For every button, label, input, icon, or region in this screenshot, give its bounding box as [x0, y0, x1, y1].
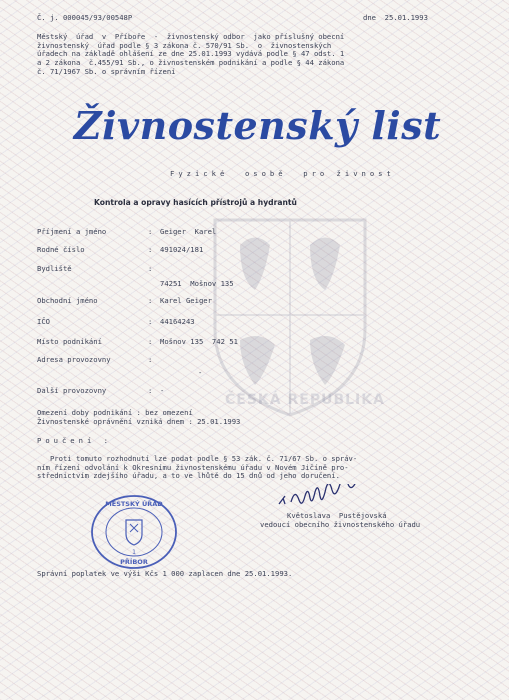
field-value: Geiger Karel: [160, 227, 217, 236]
field-value: 491024/181: [160, 245, 204, 254]
handwritten-signature: [275, 484, 375, 512]
field-value: -: [198, 368, 203, 377]
field-colon: :: [148, 296, 153, 305]
watermark-text: ČESKÁ REPUBLIKA: [225, 392, 385, 408]
field-colon: :: [148, 337, 153, 346]
field-value: 74251 Mošnov 135: [160, 279, 234, 288]
intro-paragraph: [37, 33, 344, 77]
intro-line: Městský úřad v Příboře - živnostenský odbor jako příslušný obecní: [37, 32, 345, 41]
stamp-number: 1: [132, 549, 136, 556]
stamp-top-text: MĚSTSKÝ ÚŘAD: [105, 500, 163, 508]
notice-line: střednictvím zdejšího úřadu, a to ve lhůtě do 15 dnů od jeho doručení.: [37, 471, 340, 481]
field-colon: :: [148, 245, 153, 254]
license-valid-from: Živnostenské oprávnění vzniká dnem : 25.01.1993: [37, 417, 241, 426]
intro-line: č. 71/1967 Sb. o správním řízení: [37, 66, 176, 76]
field-label: Příjmení a jméno: [37, 227, 107, 236]
document-subtitle: Fyzické osobě pro živnost: [170, 169, 395, 178]
field-label: Obchodní jméno: [37, 296, 98, 305]
field-value: 44164243: [160, 317, 195, 326]
field-label: Adresa provozovny: [37, 355, 111, 364]
field-label: Rodné číslo: [37, 245, 85, 254]
notice-heading: Poučení :: [37, 436, 112, 445]
intro-line: úřadech na základě ohlášení ze dne 25.01.1993 vydává podle § 47 odst. 1: [37, 49, 345, 59]
notice-line: Proti tomuto rozhodnutí lze podat podle § 53 zák. č. 71/67 Sb. o správ-: [37, 454, 358, 463]
field-colon: :: [148, 355, 153, 364]
field-value: -: [160, 386, 165, 395]
field-label: IČO: [37, 317, 50, 326]
intro-line: živnostenský úřad podle § 3 zákona č. 570/91 Sb. o živnostenských: [37, 40, 332, 50]
signatory-name: Květoslava Pustějovská: [287, 511, 387, 520]
field-label: Bydliště: [37, 264, 72, 273]
document-title: Živnostenský list: [73, 103, 442, 148]
field-label: Další provozovny: [37, 386, 107, 395]
issue-date: dne 25.01.1993: [363, 13, 428, 22]
reference-number: Č. j. 000045/93/00548P: [37, 13, 133, 22]
field-value: Mošnov 135 742 51: [160, 337, 238, 346]
business-duration-limit: Omezení doby podnikání : bez omezení: [37, 408, 193, 417]
field-colon: :: [148, 264, 153, 273]
signatory-title: vedoucí obecního živnostenského úřadu: [260, 520, 421, 529]
field-value: Karel Geiger: [160, 296, 212, 305]
field-colon: :: [148, 386, 153, 395]
stamp-bottom-text: PŘÍBOR: [120, 558, 148, 566]
field-label: Místo podnikání: [37, 337, 102, 346]
notice-line: ním řízení odvolání k Okresnímu živnostenskému úřadu v Novém Jičíně pro-: [37, 462, 349, 472]
field-colon: :: [148, 317, 153, 326]
field-colon: :: [148, 227, 153, 236]
fee-paid-note: Správní poplatek ve výši Kčs 1 000 zaplacen dne 25.01.1993.: [37, 569, 293, 578]
intro-line: a 2 zákona č.455/91 Sb., o živnostenském podnikání a podle § 44 zákona: [37, 58, 345, 68]
notice-paragraph: [37, 455, 357, 481]
official-stamp: [90, 494, 178, 570]
trade-name: Kontrola a opravy hasících přístrojů a hydrantů: [94, 198, 297, 207]
state-emblem-watermark: [205, 210, 375, 420]
